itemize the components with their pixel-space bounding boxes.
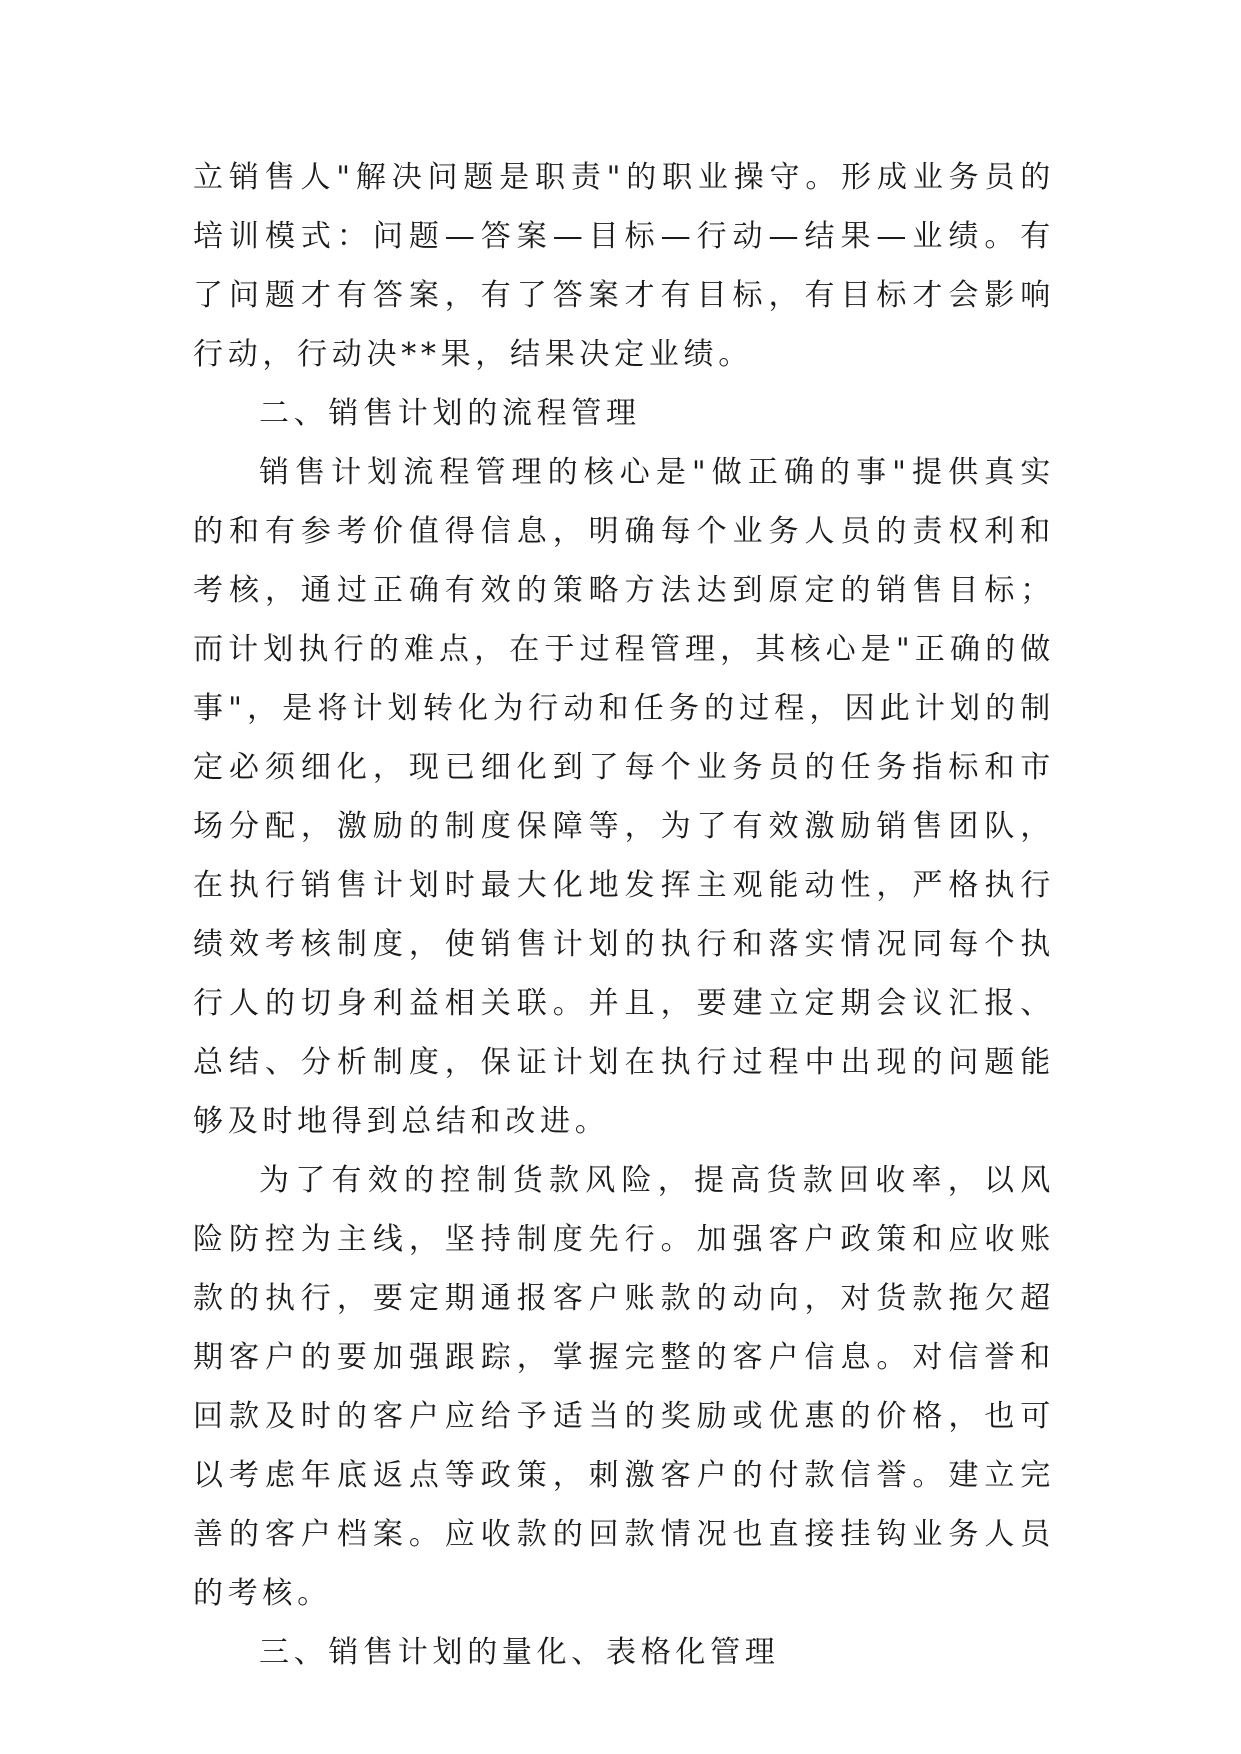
paragraph-payment-risk: 为了有效的控制货款风险，提高货款回收率，以风险防控为主线，坚持制度先行。加强客户政策和应收账款的执行，要定期通报客户账款的动向，对货款拖欠超期客户的要加强跟踪，掌握完整的客户信息。对信誉和回款及时的客户应给予适当的奖励或优惠的价格，也可以考虑年底返点等政策，刺激客户的付款信誉。建立完善的客户档案。应收款的回款情况也直接挂钩业务人员的考核。 [193, 1163, 1055, 1611]
section-heading-process-management: 二、销售计划的流程管理 [259, 396, 641, 431]
section-heading-quantified-management: 三、销售计划的量化、表格化管理 [259, 1635, 780, 1670]
paragraph-process-management: 销售计划流程管理的核心是"做正确的事"提供真实的和有参考价值得信息，明确每个业务人员的责权利和考核，通过正确有效的策略方法达到原定的销售目标；而计划执行的难点，在于过程管理，其核心是"正确的做事"，是将计划转化为行动和任务的过程，因此计划的制定必须细化，现已细化到了每个业务员的任务指标和市场分配，激励的制度保障等，为了有效激励销售团队，在执行销售计划时最大化地发挥主观能动性，严格执行绩效考核制度，使销售计划的执行和落实情况同每个执行人的切身利益相关联。并且，要建立定期会议汇报、总结、分析制度，保证计划在执行过程中出现的问题能够及时地得到总结和改进。 [193, 455, 1055, 1139]
paragraph-training-model: 立销售人"解决问题是职责"的职业操守。形成业务员的培训模式：问题—答案—目标—行动—结果—业绩。有了问题才有答案，有了答案才有目标，有目标才会影响行动，行动决**果，结果决定业绩。 [193, 160, 1055, 372]
document-body [193, 148, 1055, 1682]
